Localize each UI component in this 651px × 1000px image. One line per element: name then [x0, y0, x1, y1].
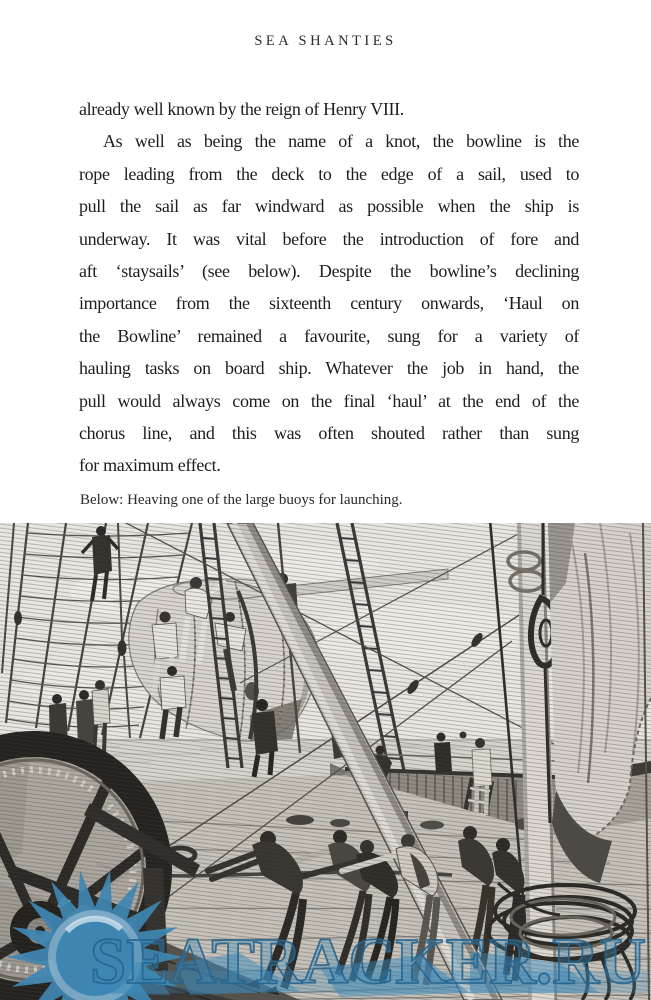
body-line: hauling tasks on board ship. Whatever the job in hand, the	[79, 358, 579, 379]
body-line: rope leading from the deck to the edge of a sail, used to	[79, 163, 579, 184]
body-line: pull the sail as far windward as possible when the ship is	[79, 196, 579, 217]
engraving-svg	[0, 523, 651, 1000]
illustration-engraving	[0, 523, 651, 1000]
body-text	[79, 93, 579, 482]
body-line: already well known by the reign of Henry VIII.	[79, 99, 404, 119]
body-line: chorus line, and this was often shouted rather than sung	[79, 422, 579, 443]
body-line: aft ‘staysails’ (see below). Despite the bowline’s declining	[79, 260, 579, 281]
watermark-text: SEATRACKER.RU	[90, 925, 646, 998]
body-line: the Bowline’ remained a favourite, sung for a variety of	[79, 325, 579, 346]
body-line: underway. It was vital before the introduction of fore and	[79, 228, 579, 249]
body-line: importance from the sixteenth century onwards, ‘Haul on	[79, 293, 579, 314]
body-line: pull would always come on the final ‘haul’ at the end of the	[79, 390, 579, 411]
body-line: As well as being the name of a knot, the bowline is the	[103, 131, 579, 152]
running-head: SEA SHANTIES	[254, 33, 397, 49]
body-line: for maximum effect.	[79, 455, 221, 476]
figure-caption: Below: Heaving one of the large buoys for launching.	[80, 492, 403, 508]
